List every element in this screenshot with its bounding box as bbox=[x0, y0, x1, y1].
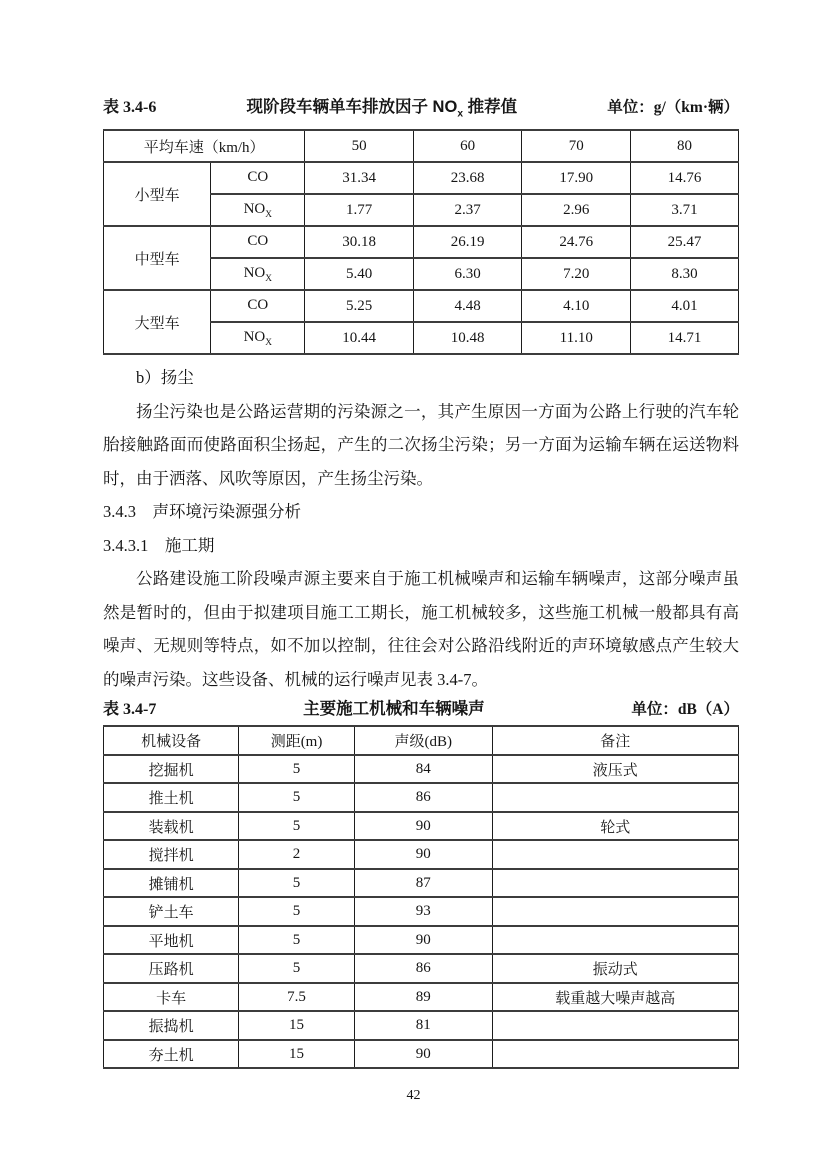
header-cell: 声级(dB) bbox=[354, 726, 492, 755]
page-number: 42 bbox=[406, 1088, 421, 1103]
value-cell: 14.76 bbox=[631, 162, 739, 194]
table-row bbox=[104, 812, 739, 841]
pollutant-cell bbox=[211, 322, 305, 354]
note-cell bbox=[492, 1011, 738, 1040]
value-cell: 6.30 bbox=[413, 258, 522, 290]
table-row bbox=[104, 226, 739, 258]
table-row bbox=[104, 290, 739, 322]
value-cell: 4.01 bbox=[631, 290, 739, 322]
distance-cell: 5 bbox=[239, 812, 355, 841]
table-346-title-subscript: x bbox=[457, 108, 463, 120]
pollutant-name: NO bbox=[243, 328, 266, 345]
machine-name-cell: 搅拌机 bbox=[104, 840, 239, 869]
pollutant-cell bbox=[211, 226, 305, 258]
note-cell bbox=[492, 926, 738, 955]
table-row bbox=[104, 1011, 739, 1040]
value-cell: 31.34 bbox=[305, 162, 414, 194]
emission-factor-table bbox=[103, 129, 739, 355]
paragraph-dust: 扬尘污染也是公路运营期的污染源之一，其产生原因一方面为公路上行驶的汽车轮胎接触路面而使路面积尘扬起，产生的二次扬尘污染；另一方面为运输车辆在运送物料时，由于洒落、风吹等原因，产生扬尘污染。 bbox=[103, 401, 739, 488]
value-cell: 2.96 bbox=[522, 194, 631, 226]
machine-name-cell: 压路机 bbox=[104, 954, 239, 983]
value-cell: 8.30 bbox=[631, 258, 739, 290]
table-347-unit bbox=[631, 699, 739, 721]
table-347-label: 表 3.4-7 bbox=[103, 701, 157, 719]
value-cell: 4.48 bbox=[413, 290, 522, 322]
value-cell: 11.10 bbox=[522, 322, 631, 354]
header-cell: 机械设备 bbox=[104, 726, 239, 755]
subheading-dust: b）扬尘 bbox=[136, 368, 194, 388]
note-cell bbox=[492, 897, 738, 926]
value-cell: 10.44 bbox=[305, 322, 414, 354]
machine-name-cell: 挖掘机 bbox=[104, 755, 239, 784]
table-row bbox=[104, 869, 739, 898]
value-cell: 17.90 bbox=[522, 162, 631, 194]
table-346-caption bbox=[103, 96, 739, 125]
distance-cell: 15 bbox=[239, 1040, 355, 1069]
table-346-unit bbox=[607, 97, 739, 119]
noise-level-cell: 81 bbox=[354, 1011, 492, 1040]
noise-level-cell: 90 bbox=[354, 926, 492, 955]
machine-name-cell: 装载机 bbox=[104, 812, 239, 841]
table-346-label: 表 3.4-6 bbox=[103, 99, 157, 116]
value-cell: 4.10 bbox=[522, 290, 631, 322]
speed-cell: 80 bbox=[631, 130, 739, 162]
note-cell bbox=[492, 869, 738, 898]
header-cell: 备注 bbox=[492, 726, 738, 755]
note-cell bbox=[492, 840, 738, 869]
table-row bbox=[104, 755, 739, 784]
value-cell: 5.40 bbox=[305, 258, 414, 290]
machine-name-cell: 振捣机 bbox=[104, 1011, 239, 1040]
value-cell: 14.71 bbox=[631, 322, 739, 354]
paragraph-noise: 公路建设施工阶段噪声源主要来自于施工机械噪声和运输车辆噪声，这部分噪声虽然是暂时的，但由于拟建项目施工工期长，施工机械较多，这些施工机械一般都具有高噪声、无规则等特点，如不加以控制，往往会对公路沿线附近的声环境敏感点产生较大的噪声污染。这些设备、机械的运行噪声见表 3.4-7。 bbox=[103, 569, 739, 689]
section-heading-3431: 3.4.3.1 施工期 bbox=[103, 535, 215, 555]
table-row bbox=[104, 130, 739, 162]
distance-cell: 5 bbox=[239, 869, 355, 898]
pollutant-name: NO bbox=[243, 264, 266, 281]
table-346-title-suffix: 推荐值 bbox=[463, 98, 518, 116]
table-346-title-text: 现阶段车辆单车排放因子 NO bbox=[246, 98, 458, 116]
machine-name-cell: 卡车 bbox=[104, 983, 239, 1012]
table-row bbox=[104, 783, 739, 812]
noise-level-cell: 93 bbox=[354, 897, 492, 926]
distance-cell: 7.5 bbox=[239, 983, 355, 1012]
noise-level-cell: 86 bbox=[354, 954, 492, 983]
noise-level-cell: 86 bbox=[354, 783, 492, 812]
table-header-row bbox=[104, 726, 739, 755]
table-row bbox=[104, 926, 739, 955]
machine-name-cell: 平地机 bbox=[104, 926, 239, 955]
pollutant-cell bbox=[211, 290, 305, 322]
machine-name-cell: 夯土机 bbox=[104, 1040, 239, 1069]
note-cell: 轮式 bbox=[492, 812, 738, 841]
pollutant-name: CO bbox=[247, 232, 269, 249]
note-cell: 液压式 bbox=[492, 755, 738, 784]
value-cell: 24.76 bbox=[522, 226, 631, 258]
value-cell: 25.47 bbox=[631, 226, 739, 258]
page-content bbox=[103, 96, 739, 1069]
table-346-title bbox=[156, 96, 607, 125]
pollutant-cell bbox=[211, 162, 305, 194]
distance-cell: 5 bbox=[239, 755, 355, 784]
value-cell: 7.20 bbox=[522, 258, 631, 290]
pollutant-subscript: X bbox=[265, 273, 272, 284]
table-row bbox=[104, 983, 739, 1012]
note-cell: 振动式 bbox=[492, 954, 738, 983]
value-cell: 10.48 bbox=[413, 322, 522, 354]
speed-header-cell: 平均车速（km/h） bbox=[104, 130, 305, 162]
machinery-noise-table bbox=[103, 725, 739, 1069]
distance-cell: 5 bbox=[239, 926, 355, 955]
table-row bbox=[104, 840, 739, 869]
table-347-title: 主要施工机械和车辆噪声 bbox=[303, 700, 485, 719]
noise-level-cell: 87 bbox=[354, 869, 492, 898]
note-cell bbox=[492, 1040, 738, 1069]
note-cell: 载重越大噪声越高 bbox=[492, 983, 738, 1012]
note-cell bbox=[492, 783, 738, 812]
machine-name-cell: 摊铺机 bbox=[104, 869, 239, 898]
pollutant-name: NO bbox=[243, 200, 266, 217]
header-cell: 测距(m) bbox=[239, 726, 355, 755]
table-row bbox=[104, 897, 739, 926]
section-heading-343: 3.4.3 声环境污染源强分析 bbox=[103, 502, 301, 522]
pollutant-cell bbox=[211, 194, 305, 226]
distance-cell: 5 bbox=[239, 954, 355, 983]
distance-cell: 5 bbox=[239, 783, 355, 812]
distance-cell: 5 bbox=[239, 897, 355, 926]
vehicle-type-cell: 大型车 bbox=[104, 290, 211, 354]
table-row bbox=[104, 1040, 739, 1069]
noise-level-cell: 90 bbox=[354, 1040, 492, 1069]
table-row bbox=[104, 162, 739, 194]
value-cell: 23.68 bbox=[413, 162, 522, 194]
value-cell: 26.19 bbox=[413, 226, 522, 258]
machine-name-cell: 推土机 bbox=[104, 783, 239, 812]
distance-cell: 2 bbox=[239, 840, 355, 869]
value-cell: 3.71 bbox=[631, 194, 739, 226]
vehicle-type-cell: 中型车 bbox=[104, 226, 211, 290]
speed-cell: 50 bbox=[305, 130, 414, 162]
noise-level-cell: 89 bbox=[354, 983, 492, 1012]
value-cell: 2.37 bbox=[413, 194, 522, 226]
vehicle-type-cell: 小型车 bbox=[104, 162, 211, 226]
noise-level-cell: 90 bbox=[354, 840, 492, 869]
pollutant-cell bbox=[211, 258, 305, 290]
table-row bbox=[104, 954, 739, 983]
noise-level-cell: 84 bbox=[354, 755, 492, 784]
distance-cell: 15 bbox=[239, 1011, 355, 1040]
value-cell: 1.77 bbox=[305, 194, 414, 226]
table-346-unit-value: g/（km·辆） bbox=[653, 99, 739, 116]
pollutant-subscript: X bbox=[265, 337, 272, 348]
table-347-unit-label: 单位： bbox=[631, 701, 678, 719]
value-cell: 30.18 bbox=[305, 226, 414, 258]
noise-level-cell: 90 bbox=[354, 812, 492, 841]
pollutant-subscript: X bbox=[265, 209, 272, 220]
machine-name-cell: 铲土车 bbox=[104, 897, 239, 926]
table-347-unit-value: dB（A） bbox=[677, 701, 739, 719]
speed-cell: 70 bbox=[522, 130, 631, 162]
pollutant-name: CO bbox=[247, 168, 269, 185]
speed-cell: 60 bbox=[413, 130, 522, 162]
table-347-caption bbox=[103, 698, 739, 721]
table-346-unit-label: 单位： bbox=[607, 99, 654, 116]
pollutant-name: CO bbox=[247, 296, 269, 313]
value-cell: 5.25 bbox=[305, 290, 414, 322]
